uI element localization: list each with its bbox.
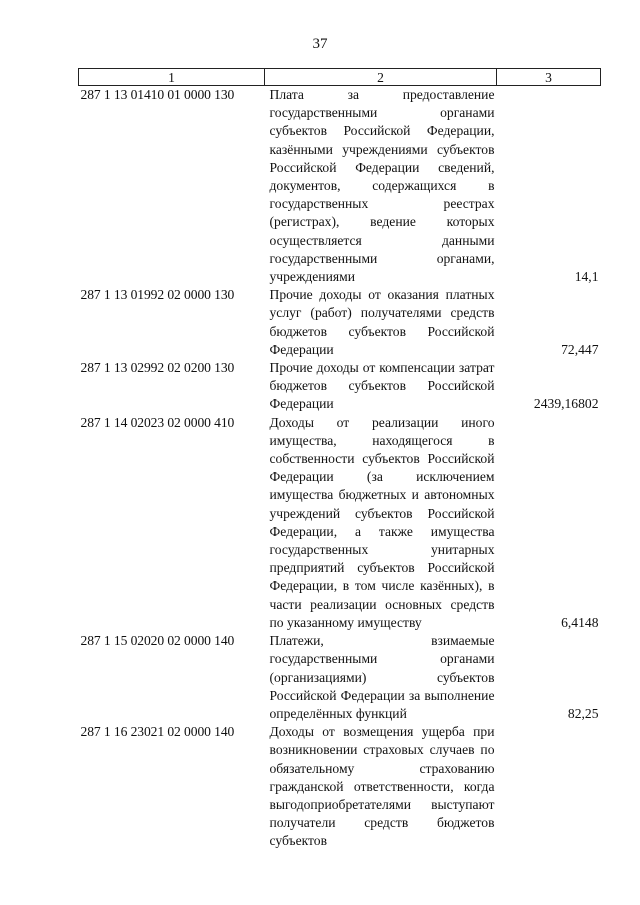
- budget-code-cell: 287 1 14 02023 02 0000 410: [80, 414, 235, 430]
- amount-cell: 14,1: [574, 269, 599, 285]
- amount-cell: 72,447: [561, 341, 599, 357]
- table-row: [79, 632, 601, 723]
- description-cell: Прочие доходы от оказания платных услуг (работ) получателями средств бюджетов субъектов Российской Федерации: [269, 287, 495, 357]
- table-row: [79, 359, 601, 414]
- column-header-description: 2: [265, 69, 497, 86]
- page-number: 37: [312, 36, 328, 52]
- budget-code-cell: 287 1 13 01992 02 0000 130: [80, 287, 235, 303]
- description-cell: Доходы от реализации иного имущества, находящегося в собственности субъектов Российской Федерации (за исключением имущества бюджетных и автономных учреждений субъектов Российской Федерации, а также имущества государственных унитарных предприятий субъектов Российской Федерации, в том числе казённых), в части реализации основных средств по указанному имуществу: [269, 414, 495, 630]
- amount-cell: 82,25: [567, 705, 599, 721]
- description-cell: Платежи, взимаемые государственными органами (организациями) субъектов Российской Федерации за выполнение определённых функций: [269, 633, 495, 721]
- amount-cell: 6,4148: [561, 614, 599, 630]
- description-cell: Плата за предоставление государственными органами субъектов Российской Федерации, казёнными учреждениями субъектов Российской Федерации сведений, документов, содержащихся в государственных реестрах (регистрах), ведение которых осуществляется данными государственными органами, учреждениями: [269, 87, 495, 285]
- column-header-code: 1: [79, 69, 265, 86]
- table-row: [79, 414, 601, 632]
- table-row: [79, 286, 601, 359]
- column-header-amount: 3: [497, 69, 601, 86]
- table-header-row: [79, 69, 601, 86]
- budget-code-cell: 287 1 16 23021 02 0000 140: [80, 724, 235, 740]
- table-row: [79, 723, 601, 850]
- budget-code-cell: 287 1 13 02992 02 0200 130: [80, 360, 235, 376]
- amount-cell: [497, 723, 601, 850]
- budget-revenue-table: [78, 68, 601, 851]
- amount-cell: 2439,16802: [533, 396, 599, 412]
- table-row: [79, 86, 601, 287]
- budget-code-cell: 287 1 15 02020 02 0000 140: [80, 633, 235, 649]
- description-cell: Доходы от возмещения ущерба при возникновении страховых случаев по обязательному страхованию гражданской ответственности, когда выгодоприобретателями выступают получатели средств бюджетов субъектов: [269, 724, 495, 849]
- budget-code-cell: 287 1 13 01410 01 0000 130: [80, 87, 235, 102]
- description-cell: Прочие доходы от компенсации затрат бюджетов субъектов Российской Федерации: [269, 360, 495, 412]
